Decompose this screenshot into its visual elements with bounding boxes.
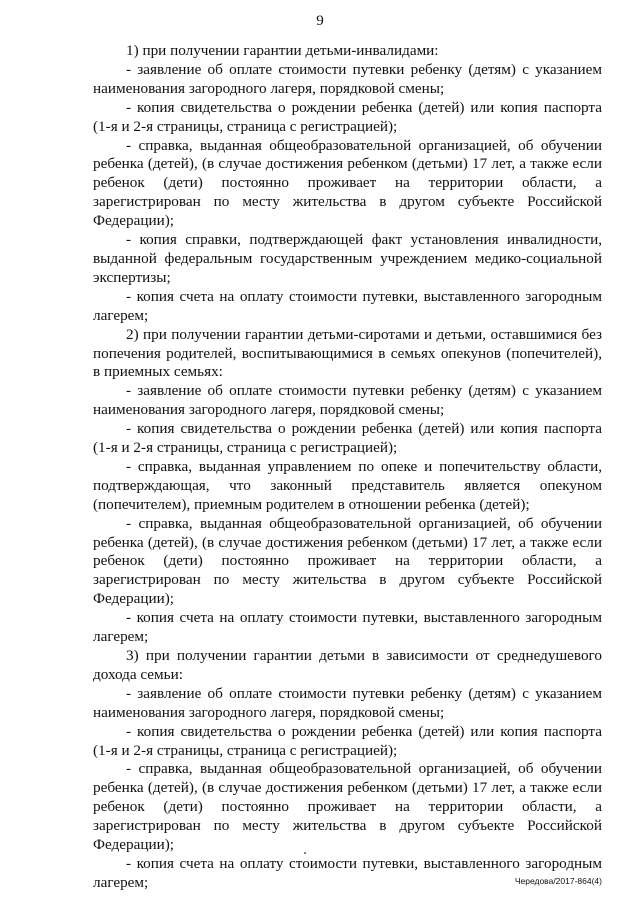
list-item: - копия справки, подтверждающей факт установления инвалидности, выданной федеральным государственным учреждением медико-социальной экспертизы; [93, 231, 602, 286]
list-item: - заявление об оплате стоимости путевки ребенку (детям) с указанием наименования загородного лагеря, порядковой смены; [93, 382, 602, 419]
list-item: - копия счета на оплату стоимости путевки, выставленного загородным лагерем; [93, 609, 602, 646]
list-item: - справка, выданная общеобразовательной организацией, об обучении ребенка (детей), (в случае достижения ребенком (детьми) 17 лет, а также если ребенок (дети) постоянно проживает на территории области, а зарегистрирован по месту жительства в другом субъекте Российской Федерации); [93, 514, 602, 608]
section-2-heading: 2) при получении гарантии детьми-сиротами и детьми, оставшимися без попечения родителей, воспитывающимися в семьях опекунов (попечителей), в приемных семьях: [93, 325, 602, 381]
list-item: - справка, выданная управлением по опеке и попечительству области, подтверждающая, что законный представитель является опекуном (попечителем), приемным родителем в отношении ребенка (детей); [93, 457, 602, 513]
footer-document-code: Чередова/2017-864(4) [514, 876, 602, 886]
list-item: - копия свидетельства о рождении ребенка (детей) или копия паспорта (1-я и 2-я страницы, страница с регистрацией); [93, 420, 602, 457]
list-item: - копия свидетельства о рождении ребенка (детей) или копия паспорта (1-я и 2-я страницы, страница с регистрацией); [93, 722, 602, 759]
list-item: - копия счета на оплату стоимости путевки, выставленного загородным лагерем; [93, 854, 602, 891]
list-item: - справка, выданная общеобразовательной организацией, об обучении ребенка (детей), (в случае достижения ребенком (детьми) 17 лет, а также если ребенок (дети) постоянно проживает на территории области, а зарегистрирован по месту жительства в другом субъекте Российской Федерации); [93, 760, 602, 854]
section-1-heading: 1) при получении гарантии детьми-инвалидами: [126, 42, 439, 59]
page-number: 9 [316, 13, 324, 29]
list-item: - заявление об оплате стоимости путевки ребенку (детям) с указанием наименования загородного лагеря, порядковой смены; [93, 684, 602, 721]
list-item: - справка, выданная общеобразовательной организацией, об обучении ребенка (детей), (в случае достижения ребенком (детьми) 17 лет, а также если ребенок (дети) постоянно проживает на территории области, а зарегистрирован по месту жительства в другом субъекте Российской Федерации); [93, 136, 602, 230]
scan-speck [304, 852, 306, 854]
section-3-heading: 3) при получении гарантии детьми в зависимости от среднедушевого дохода семьи: [93, 647, 602, 683]
document-body [93, 42, 602, 893]
list-item: - копия счета на оплату стоимости путевки, выставленного загородным лагерем; [93, 287, 602, 324]
list-item: - копия свидетельства о рождении ребенка (детей) или копия паспорта (1-я и 2-я страницы, страница с регистрацией); [93, 98, 602, 135]
list-item: - заявление об оплате стоимости путевки ребенку (детям) с указанием наименования загородного лагеря, порядковой смены; [93, 60, 602, 97]
